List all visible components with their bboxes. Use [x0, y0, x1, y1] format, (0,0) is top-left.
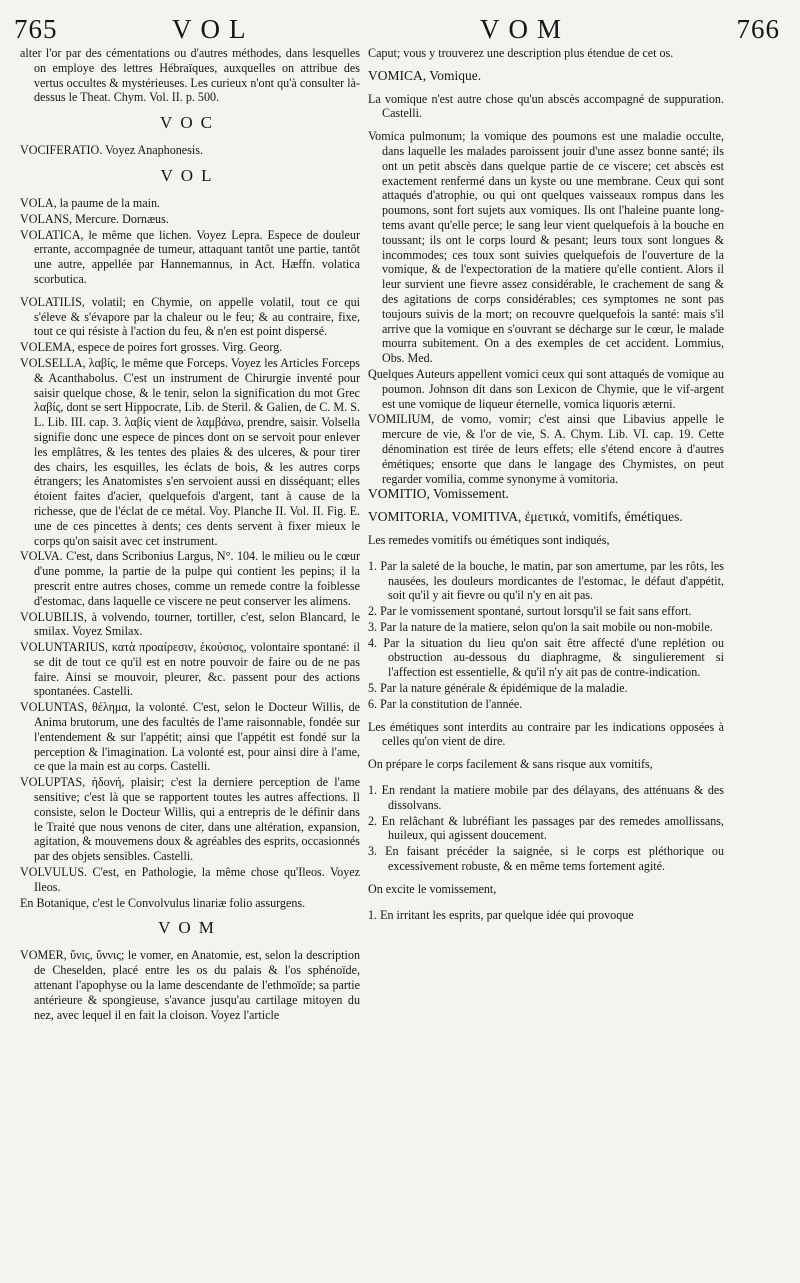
list-item: 1. En rendant la matiere mobile par des délayans, des atténuans & des dissolvans. [368, 783, 724, 812]
entry-text: Caput; vous y trouverez une description plus étendue de cet os. [368, 46, 674, 60]
entry-vomitio: VOMITIO, Vomissement. [368, 486, 509, 502]
left-column [20, 46, 360, 1023]
section-heading: VOC [160, 113, 220, 133]
entry-text: alter l'or par des cémentations ou d'autres méthodes, dans lesquelles on employe des lettres Hébraïques, auxquelles on attribue des vertus occultes & mystérieuses. Les curieux n'ont qu'à consulter là-dessus le Theat. Chym. Vol. II. p. 500. [20, 46, 360, 105]
spacer [368, 898, 724, 908]
entry-voluptas: VOLUPTAS, ἡδονή, plaisir; c'est la derniere perception de l'ame sensitive; c'est là que se rapportent toutes les autres affections. Il consiste, selon le Docteur Willis, qui a entrepris de le définir dans le Traité que nous venons de citer, dans une altération, expansion, agitation, & mouvemens doux & agréables des esprits, occasionnés par des objets sensibles. Castelli. [20, 775, 360, 864]
list-item: 3. Par la nature de la matiere, selon qu'on la sait mobile ou non-mobile. [368, 619, 713, 634]
entry-vomica: VOMICA, Vomique. [368, 67, 482, 83]
entry-text: On excite le vomissement, [368, 881, 497, 896]
list-item: 1. En irritant les esprits, par quelque idée qui provoque [368, 907, 634, 922]
entry-vomilium: VOMILIUM, de vomo, vomir; c'est ainsi que Libavius appelle le mercure de vie, & l'or de vie, S. A. Chym. Lib. VI. cap. 19. Cette dénomination est tirée de leurs effets; elle s'étend encore à d'autres émétiques; ensorte que dans le langage des Chymistes, on peut regarder vomilia, comme synonyme à vomitoria. [368, 412, 724, 486]
running-head-right: VOM [480, 14, 571, 44]
entry-volatica: VOLATICA, le même que lichen. Voyez Lepra. Espece de douleur errante, accompagnée de tumeur, attaquant tantôt une partie, tantôt une autre, appellée par Hannemannus, in Act. Hæffn. volatica scorbutica. [20, 227, 360, 286]
entry-volva: VOLVA. C'est, dans Scribonius Largus, N°. 104. le milieu ou le cœur d'une pomme, la partie de la pulpe qui contient les pepins; il la prescrit entre autres choses, comme un remede contre la foiblesse d'estomac, dans laquelle ce viscere ne peut conserver les alimens. [20, 549, 360, 608]
entry-vomica-pulmonum: Vomica pulmonum; la vomique des poumons est une maladie occulte, dans laquelle les malades paroissent jouir d'une assez bonne santé; ils ont un petit abscès dans quelque partie de ce viscere; cet abscès est exactement renfermé dans un kyste ou une membrane. Ceux qui sont attaqués d'atrophie, ou qui ont quelques vaisseaux rompus dans les poumons, sont fort sujets aux vomiques. Ils ont l'haleine puante long-tems avant qu'elle perce; le sang leur vient quelquefois à la bouche en toussant; ils ont le corps lourd & pesant; leurs toux sont longues & incommodes; ces toux sont suivies quelquefois de l'ouverture de la vomique, & de l'expectoration de la matiere qu'elle contient. Alors il leur survient une fievre assez considérable, le crachement de sang & des agitations de corps considérables; ces symptomes ne sont pas toujours suivis de la mort; on recouvre quelquefois la santé: mais s'il arrive que la vomique en s'ouvrant se décharge sur le cœur, le malade mourra subitement. On a des exemples de cet accident. Lommius, Obs. Med. [368, 129, 724, 366]
entry-volubilis: VOLUBILIS, à volvendo, tourner, tortiller, c'est, selon Blancard, le smilax. Voyez Smilax. [20, 609, 360, 639]
list-item: 2. En relâchant & lubréfiant les passages par des remedes amollissans, huileux, qui agissent doucement. [368, 813, 724, 843]
section-heading: VOM [158, 918, 222, 938]
spacer [368, 773, 724, 783]
page-number-left: 765 [14, 14, 58, 44]
entry-volans: VOLANS, Mercure. Dornæus. [20, 211, 169, 226]
list-item: 6. Par la constitution de l'année. [368, 696, 523, 711]
entry-vola: VOLA, la paume de la main. [20, 195, 161, 210]
entry-volvulus: VOLVULUS. C'est, en Pathologie, la même chose qu'Ileos. Voyez Ileos. [20, 865, 360, 894]
section-heading: VOL [160, 165, 220, 185]
entry-vomitoria: VOMITORIA, VOMITIVA, ἐμετικά, vomitifs, émétiques. [368, 509, 683, 525]
entry-botanique: En Botanique, c'est le Convolvulus linariæ folio assurgens. [20, 895, 306, 910]
spacer [368, 549, 724, 559]
entry-voluntarius: VOLUNTARIUS, κατὰ προαίρεσιν, ἑκούσιος, volontaire spontané: il se dit de tout ce qu'il est en notre pouvoir de faire ou de ne pas faire. Ainsi se mouvoir, pleurer, &c. passent pour des actions spontanées. Castelli. [20, 640, 360, 699]
entry-volema: VOLEMA, espece de poires fort grosses. Virg. Georg. [20, 340, 283, 355]
entry-text: Quelques Auteurs appellent vomici ceux qui sont attaqués de vomique au poumon. Johnson dit dans son Lexicon de Chymie, que le vif-argent est une vomique de liqueur éternelle, vomica liquoris æterni. [368, 366, 724, 411]
list-item: 5. Par la nature générale & épidémique de la maladie. [368, 681, 628, 696]
entry-text: La vomique n'est autre chose qu'un abscès accompagné de suppuration. Castelli. [368, 91, 724, 121]
right-column [368, 46, 724, 923]
list-item: 1. Par la saleté de la bouche, le matin, par son amertume, par les rôts, les nausées, les douleurs mordicantes de l'estomac, le défaut d'appétit, soit qu'il y ait fievre ou qu'il n'y en ait pas. [368, 558, 724, 603]
running-head-left: VOL [172, 14, 255, 44]
entry-volsella: VOLSELLA, λαβίς, le même que Forceps. Voyez les Articles Forceps & Acanthabolus. C'est un instrument de Chirurgie inventé pour saisir quelque chose, & le tenir, selon la signification du mot Grec λαβίς, dont se sert Hippocrate, Lib. de Steril. & Galien, de C. M. S. L. Lib. III. cap. 3. λαβίς vient de λαμβάνω, prendre, saisir. Volsella signifie donc une espece de pinces dont on se servoit pour enlever les emplâtres, & les tentes des plaies & des ulceres, & pour tirer des chairs, les esquilles, les éclats de bois, & les autres corps étrangers; les Anatomistes s'en servoient aussi en disséquant; elles étoient faites d'acier, quelquefois d'argent, tant à cause de la richesse, que de l'éclat de ce métal. Voy. Planche II. Vol. II. Fig. E. une de ces pincettes à dents; ces dents servent à fixer mieux le corps qu'on saisit avec cet instrument. [20, 355, 360, 548]
entry-text: On prépare le corps facilement & sans risque aux vomitifs, [368, 757, 653, 772]
list-item: 2. Par le vomissement spontané, surtout lorsqu'il se fait sans effort. [368, 604, 692, 619]
page-number-right: 766 [736, 14, 780, 44]
entry-text: Les émétiques sont interdits au contraire par les indications opposées à celles qu'on vient de dire. [368, 719, 724, 749]
entry-vociferatio: VOCIFERATIO. Voyez Anaphonesis. [20, 143, 203, 158]
entry-vomer: VOMER, ὕνις, ὕννις; le vomer, en Anatomie, est, selon la description de Cheselden, placé entre les os du palais & l'os sphénoïde, attenant l'apophyse ou la lame descendante de l'ethmoïde; sa partie antérieure & spongieuse, s'avance jusqu'au cartilage mitoyen du nez, avec lequel il en fait la cloison. Voyez l'article [20, 948, 360, 1022]
entry-text: Les remedes vomitifs ou émétiques sont indiqués, [368, 532, 610, 547]
list-item: 4. Par la situation du lieu qu'on sait être affecté d'une replétion ou obstruction au-dessous du diaphragme, & singulierement si l'affection est essentielle, & qu'il n'y ait pas de contre-indication. [368, 635, 724, 680]
entry-volatilis: VOLATILIS, volatil; en Chymie, on appelle volatil, tout ce qui s'éleve & s'évapore par la chaleur ou le feu; & au contraire, fixe, tout ce qui résiste à l'action du feu, & n'en est point dispersé. [20, 294, 360, 339]
entry-voluntas: VOLUNTAS, θέλημα, la volonté. C'est, selon le Docteur Willis, de Anima brutorum, une des facultés de l'ame raisonnable, fondée sur l'entendement & sur l'appétit; ainsi que l'appétit est fondé sur la perception & l'imagination. La volonté est, pour ainsi dire à l'ame, ce que la main est au corps. Castelli. [20, 700, 360, 774]
list-item: 3. En faisant précéder la saignée, si le corps est pléthorique ou excessivement robuste, & en même tems fortement agité. [368, 844, 724, 874]
